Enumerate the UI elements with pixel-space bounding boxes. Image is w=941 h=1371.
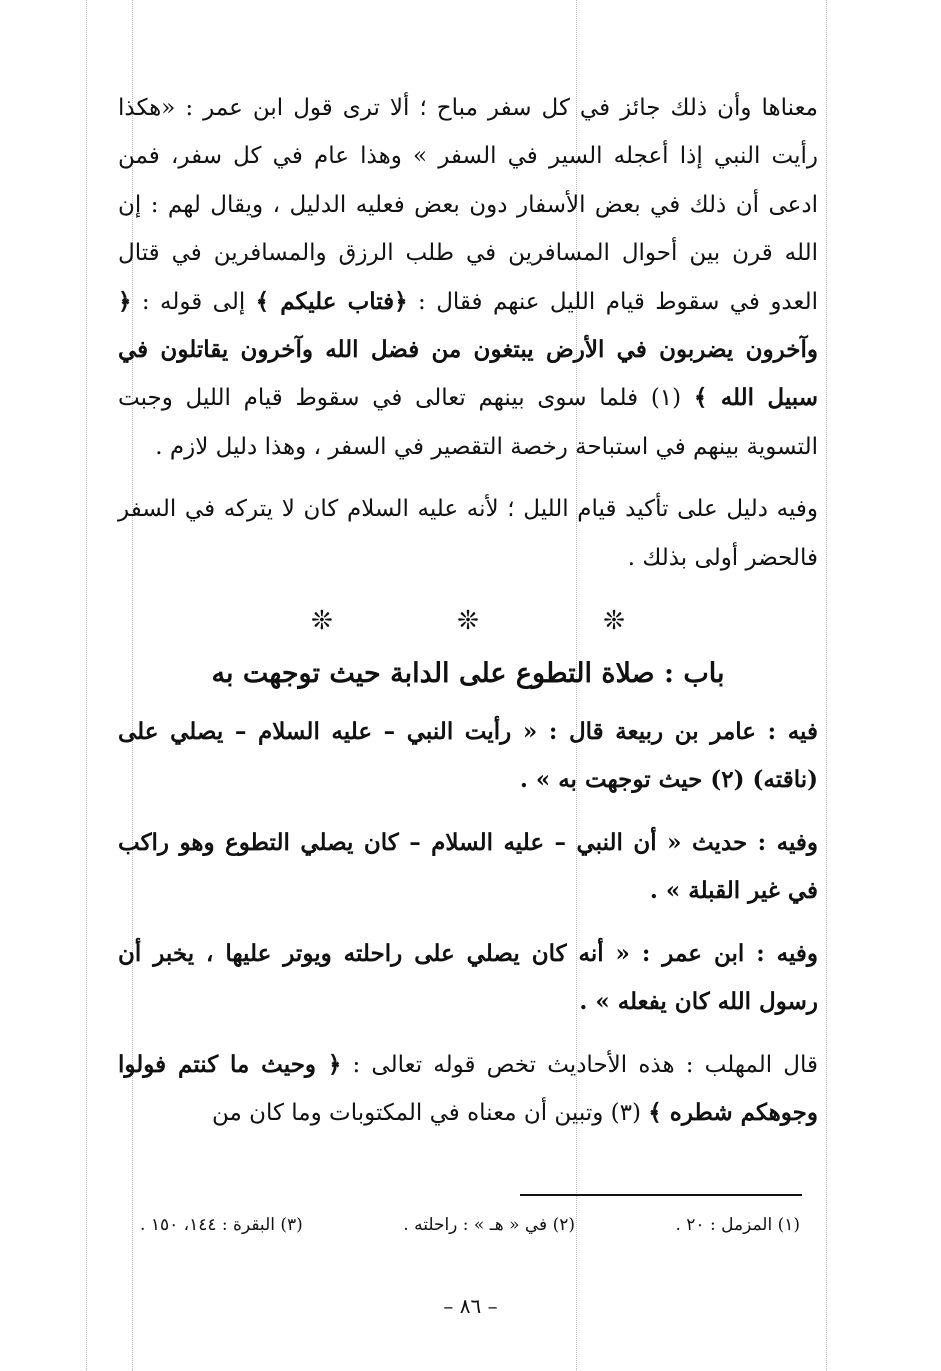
paragraph-1-text-c: (١) فلما سوى بينهم تعالى في سقوط قيام الليل وجبت التسوية بينهم في استباحة رخصة التقصير في السفر ، وهذا دليل لازم .: [118, 385, 818, 460]
quran-quote-3: ﴿ وحيث ما كنتم فولوا وجوهكم شطره ﴾: [118, 1050, 818, 1126]
paragraph-2: وفيه دليل على تأكيد قيام الليل ؛ لأنه عليه السلام كان لا يتركه في السفر فالحضر أولى بذلك .: [118, 496, 818, 571]
paragraph-6-text-b: (٣) وتبين أن معناه في المكتوبات وما كان من: [212, 1099, 649, 1126]
scan-guide-line: [86, 0, 87, 1371]
paragraph-6-text-a: قال المهلب : هذه الأحاديث تخص قوله تعالى :: [341, 1051, 818, 1078]
paragraph-3: فيه : عامر بن ربيعة قال : « رأيت النبي – عليه السلام – يصلي على (ناقته) (٢) حيث توجهت به » .: [118, 718, 818, 794]
paragraph-1: [118, 84, 818, 471]
page-body: [118, 84, 818, 1137]
paragraph-6: [118, 1041, 818, 1138]
section-divider-stars: ❊ ❊ ❊: [311, 606, 683, 637]
paragraph-1-text-a: معناها وأن ذلك جائز في كل سفر مباح ؛ ألا ترى قول ابن عمر : «هكذا رأيت النبي إذا أعجله السير في السفر » وهذا عام في كل سفر، فمن ادعى أن ذلك في بعض الأسفار دون بعض فعليه الدليل ، ويقال لهم : إن الله قرن بين أحوال المسافرين في طلب الرزق والمسافرين في قتال العدو في سقوط قيام الليل عنهم فقال :: [118, 95, 818, 315]
footnote-1: (١) المزمل : ٢٠ .: [675, 1215, 800, 1235]
footnote-separator: [520, 1194, 802, 1196]
footnote-2: (٢) في « هـ » : راحلته .: [403, 1215, 575, 1235]
paragraph-1-text-b: إلى قوله :: [131, 288, 256, 315]
paragraph-5: وفيه : ابن عمر : « أنه كان يصلي على راحلته ويوتر عليها ، يخبر أن رسول الله كان يفعله » .: [118, 939, 818, 1016]
paragraph-4: وفيه : حديث « أن النبي – عليه السلام – كان يصلي التطوع وهو راكب في غير القبلة » .: [118, 828, 818, 905]
scan-guide-line: [826, 0, 827, 1371]
page-number: – ٨٦ –: [443, 1294, 498, 1318]
quran-quote-1: ﴿فتاب عليكم ﴾: [255, 287, 408, 315]
quran-quote-2: ﴿ وآخرون يضربون في الأرض يبتغون من فضل الله وآخرون يقاتلون في سبيل الله ﴾: [118, 287, 818, 412]
footnote-3: (٣) البقرة : ١٤٤، ١٥٠ .: [140, 1215, 303, 1235]
footnotes: [140, 1212, 800, 1238]
chapter-heading: باب : صلاة التطوع على الدابة حيث توجهت به: [211, 658, 725, 690]
